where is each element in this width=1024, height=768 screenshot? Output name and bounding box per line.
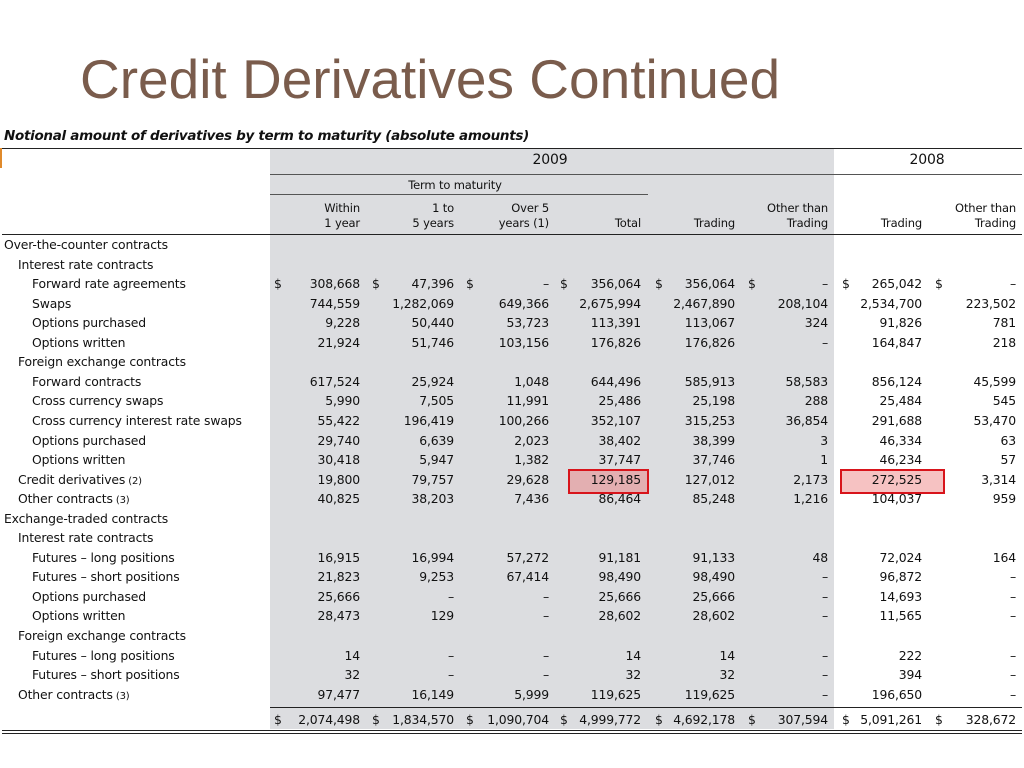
table-cell: 1,382 xyxy=(514,452,549,468)
table-cell: 129 xyxy=(430,608,454,624)
column-header-line1: Other than xyxy=(767,201,828,215)
row-label: Options written xyxy=(32,334,126,350)
table-cell: 5,947 xyxy=(419,452,454,468)
table-cell: 14 xyxy=(344,647,360,663)
row-label: Other contracts (3) xyxy=(18,686,130,702)
table-cell: 57 xyxy=(1000,452,1016,468)
total-cell: 4,692,178 xyxy=(673,712,735,727)
table-cell: 91,133 xyxy=(692,549,735,565)
table-cell: 291,688 xyxy=(871,412,922,428)
column-header-line2: 1 year xyxy=(324,216,360,230)
table-cell: 91,181 xyxy=(598,549,641,565)
table-cell: 48 xyxy=(812,549,828,565)
row-label: Cross currency swaps xyxy=(32,393,164,409)
table-cell: 51,746 xyxy=(411,334,454,350)
table-cell: – xyxy=(1009,276,1016,292)
row-label: Options purchased xyxy=(32,588,146,604)
table-cell: 16,994 xyxy=(411,549,454,565)
table-cell: 21,823 xyxy=(317,569,360,585)
table-cell: 46,234 xyxy=(879,452,922,468)
table-cell: 129,185 xyxy=(590,471,641,487)
row-label: Options purchased xyxy=(32,315,146,331)
table-cell: 14 xyxy=(625,647,641,663)
table-cell: 38,402 xyxy=(598,432,641,448)
table-caption: Notional amount of derivatives by term to maturity (absolute amounts) xyxy=(4,128,529,144)
table-cell: 781 xyxy=(992,315,1016,331)
table-cell: 356,064 xyxy=(684,276,735,292)
table-cell: – xyxy=(821,334,828,350)
total-cell: 5,091,261 xyxy=(860,712,922,727)
table-cell: – xyxy=(542,667,549,683)
row-label: Other contracts (3) xyxy=(18,491,130,507)
row-label: Interest rate contracts xyxy=(18,530,154,546)
table-cell: 38,399 xyxy=(692,432,735,448)
row-label: Futures – short positions xyxy=(32,667,180,683)
table-cell: – xyxy=(447,667,454,683)
table-cell: 11,565 xyxy=(879,608,922,624)
total-cell: 1,834,570 xyxy=(392,712,454,727)
table-cell: 103,156 xyxy=(498,334,549,350)
table-cell: 29,740 xyxy=(317,432,360,448)
table-cell: 28,473 xyxy=(317,608,360,624)
table-cell: 3,314 xyxy=(981,471,1016,487)
table-cell: – xyxy=(821,686,828,702)
table-cell: – xyxy=(821,667,828,683)
row-label: Over-the-counter contracts xyxy=(4,237,168,252)
table-cell: 208,104 xyxy=(777,295,828,311)
table-cell: 28,602 xyxy=(598,608,641,624)
table-cell: – xyxy=(1009,608,1016,624)
table-cell: – xyxy=(542,588,549,604)
table-cell: 32 xyxy=(719,667,735,683)
table-cell: 959 xyxy=(992,491,1016,507)
currency-symbol: $ xyxy=(748,276,756,292)
table-cell: 16,149 xyxy=(411,686,454,702)
row-label: Options written xyxy=(32,452,126,468)
table-cell: 55,422 xyxy=(317,412,360,428)
currency-symbol: $ xyxy=(372,712,380,727)
table-cell: 25,924 xyxy=(411,373,454,389)
column-header-line2: Trading xyxy=(786,216,828,230)
table-cell: 46,334 xyxy=(879,432,922,448)
table-cell: – xyxy=(821,569,828,585)
table-cell: 272,525 xyxy=(871,471,922,487)
table-cell: 176,826 xyxy=(590,334,641,350)
table-cell: 5,999 xyxy=(514,686,549,702)
table-cell: 98,490 xyxy=(598,569,641,585)
table-cell: 79,757 xyxy=(411,471,454,487)
table-cell: – xyxy=(542,647,549,663)
table-cell: 356,064 xyxy=(590,276,641,292)
column-header-line2: Trading xyxy=(974,216,1016,230)
year-2009-label: 2009 xyxy=(532,152,568,168)
total-cell: 4,999,772 xyxy=(579,712,641,727)
table-cell: – xyxy=(542,276,549,292)
column-header-line1: Over 5 xyxy=(511,201,549,215)
rule-term xyxy=(270,194,648,195)
row-label: Credit derivatives (2) xyxy=(18,471,142,487)
table-cell: 265,042 xyxy=(871,276,922,292)
table-cell: 2,467,890 xyxy=(673,295,735,311)
footnote-ref: (3) xyxy=(112,495,130,507)
table-cell: 53,470 xyxy=(973,412,1016,428)
table-cell: 223,502 xyxy=(965,295,1016,311)
table-cell: – xyxy=(821,608,828,624)
table-cell: 617,524 xyxy=(309,373,360,389)
table-cell: 25,666 xyxy=(317,588,360,604)
term-to-maturity-label: Term to maturity xyxy=(408,178,502,192)
row-label: Cross currency interest rate swaps xyxy=(32,412,242,428)
row-label: Foreign exchange contracts xyxy=(18,354,186,370)
table-cell: 218 xyxy=(992,334,1016,350)
currency-symbol: $ xyxy=(274,712,282,727)
currency-symbol: $ xyxy=(560,712,568,727)
table-cell: 14,693 xyxy=(879,588,922,604)
table-cell: 644,496 xyxy=(590,373,641,389)
column-header-line2: Total xyxy=(614,216,641,230)
table-cell: 119,625 xyxy=(590,686,641,702)
column-header-line1: Other than xyxy=(955,201,1016,215)
rule-total-bottom-2 xyxy=(2,733,1022,734)
footnote-ref: (3) xyxy=(112,690,130,702)
rule-year xyxy=(270,174,1022,175)
slide-title: Credit Derivatives Continued xyxy=(80,48,781,110)
currency-symbol: $ xyxy=(935,712,943,727)
row-label: Forward rate agreements xyxy=(32,276,186,292)
table-cell: 37,747 xyxy=(598,452,641,468)
row-label: Options purchased xyxy=(32,432,146,448)
table-cell: 196,650 xyxy=(871,686,922,702)
table-cell: 1 xyxy=(820,452,828,468)
column-header-line1: Within xyxy=(324,201,360,215)
table-cell: 9,228 xyxy=(325,315,360,331)
table-cell: 57,272 xyxy=(506,549,549,565)
currency-symbol: $ xyxy=(466,712,474,727)
table-cell: 30,418 xyxy=(317,452,360,468)
row-label: Futures – short positions xyxy=(32,569,180,585)
table-cell: 176,826 xyxy=(684,334,735,350)
row-label: Futures – long positions xyxy=(32,647,175,663)
column-header-line1: 1 to xyxy=(432,201,454,215)
table-cell: 100,266 xyxy=(498,412,549,428)
table-cell: 36,854 xyxy=(785,412,828,428)
table-cell: 98,490 xyxy=(692,569,735,585)
table-cell: 63 xyxy=(1000,432,1016,448)
table-cell: 744,559 xyxy=(309,295,360,311)
table-cell: 1,216 xyxy=(793,491,828,507)
row-label: Foreign exchange contracts xyxy=(18,628,186,643)
table-cell: 25,666 xyxy=(598,588,641,604)
table-cell: 16,915 xyxy=(317,549,360,565)
currency-symbol: $ xyxy=(655,276,663,292)
footnote-ref: (2) xyxy=(125,475,142,487)
table-cell: 21,924 xyxy=(317,334,360,350)
total-cell: 2,074,498 xyxy=(298,712,360,727)
table-cell: 40,825 xyxy=(317,491,360,507)
row-label: Exchange-traded contracts xyxy=(4,510,169,526)
table-cell: 104,037 xyxy=(871,491,922,507)
table-cell: 856,124 xyxy=(871,373,922,389)
table-cell: 19,800 xyxy=(317,471,360,487)
table-cell: 28,602 xyxy=(692,608,735,624)
table-cell: 308,668 xyxy=(309,276,360,292)
currency-symbol: $ xyxy=(655,712,663,727)
table-cell: – xyxy=(1009,686,1016,702)
table-cell: 164 xyxy=(992,549,1016,565)
table-cell: 585,913 xyxy=(684,373,735,389)
table-cell: 222 xyxy=(898,647,922,663)
accent-mark xyxy=(0,148,2,168)
table-cell: 2,534,700 xyxy=(860,295,922,311)
table-cell: 72,024 xyxy=(879,549,922,565)
table-cell: 3 xyxy=(820,432,828,448)
table-cell: 37,746 xyxy=(692,452,735,468)
currency-symbol: $ xyxy=(274,276,282,292)
currency-symbol: $ xyxy=(372,276,380,292)
table-cell: 164,847 xyxy=(871,334,922,350)
row-label: Swaps xyxy=(32,295,72,311)
table-cell: 91,826 xyxy=(879,315,922,331)
table-cell: 196,419 xyxy=(403,412,454,428)
table-cell: 97,477 xyxy=(317,686,360,702)
table-cell: – xyxy=(821,588,828,604)
row-label: Forward contracts xyxy=(32,373,142,389)
table-cell: 9,253 xyxy=(419,569,454,585)
table-cell: 11,991 xyxy=(506,393,549,409)
table-cell: 2,675,994 xyxy=(579,295,641,311)
table-cell: – xyxy=(1009,647,1016,663)
rule-top xyxy=(2,148,1022,149)
column-header-line2: Trading xyxy=(693,216,735,230)
currency-symbol: $ xyxy=(842,712,850,727)
table-cell: – xyxy=(821,276,828,292)
table-cell: 32 xyxy=(344,667,360,683)
table-cell: 25,484 xyxy=(879,393,922,409)
year-2008-label: 2008 xyxy=(909,152,945,168)
table-cell: 25,666 xyxy=(692,588,735,604)
table-cell: – xyxy=(447,647,454,663)
column-header-line2: 5 years xyxy=(412,216,454,230)
table-cell: 394 xyxy=(898,667,922,683)
currency-symbol: $ xyxy=(842,276,850,292)
table-cell: 14 xyxy=(719,647,735,663)
table-cell: 67,414 xyxy=(506,569,549,585)
table-cell: 2,023 xyxy=(514,432,549,448)
rule-total-top xyxy=(270,707,1022,708)
table-cell: 352,107 xyxy=(590,412,641,428)
table-cell: 545 xyxy=(992,393,1016,409)
table-cell: 29,628 xyxy=(506,471,549,487)
table-cell: 96,872 xyxy=(879,569,922,585)
table-cell: 32 xyxy=(625,667,641,683)
table-cell: 86,464 xyxy=(598,491,641,507)
table-cell: – xyxy=(542,608,549,624)
column-header-line2: years (1) xyxy=(498,216,549,230)
table-cell: – xyxy=(821,647,828,663)
row-label: Options written xyxy=(32,608,126,624)
table-cell: 85,248 xyxy=(692,491,735,507)
rule-header-bottom xyxy=(2,234,1022,235)
row-label: Interest rate contracts xyxy=(18,256,154,272)
table-cell: – xyxy=(1009,569,1016,585)
table-cell: 113,391 xyxy=(590,315,641,331)
table-cell: 324 xyxy=(804,315,828,331)
table-cell: 1,048 xyxy=(514,373,549,389)
table-cell: 58,583 xyxy=(785,373,828,389)
table-cell: 53,723 xyxy=(506,315,549,331)
table-cell: 127,012 xyxy=(684,471,735,487)
table-cell: 315,253 xyxy=(684,412,735,428)
table-cell: 649,366 xyxy=(498,295,549,311)
table-cell: 119,625 xyxy=(684,686,735,702)
table-cell: 6,639 xyxy=(419,432,454,448)
table-cell: – xyxy=(1009,667,1016,683)
currency-symbol: $ xyxy=(935,276,943,292)
currency-symbol: $ xyxy=(748,712,756,727)
total-cell: 307,594 xyxy=(777,712,828,727)
table-cell: 7,436 xyxy=(514,491,549,507)
table-cell: 45,599 xyxy=(973,373,1016,389)
table-cell: 2,173 xyxy=(793,471,828,487)
currency-symbol: $ xyxy=(560,276,568,292)
table-cell: 50,440 xyxy=(411,315,454,331)
total-cell: 1,090,704 xyxy=(487,712,549,727)
total-cell: 328,672 xyxy=(965,712,1016,727)
table-cell: 38,203 xyxy=(411,491,454,507)
table-cell: – xyxy=(447,588,454,604)
table-cell: 1,282,069 xyxy=(392,295,454,311)
table-cell: 25,198 xyxy=(692,393,735,409)
rule-total-bottom-1 xyxy=(2,730,1022,731)
table-cell: 113,067 xyxy=(684,315,735,331)
currency-symbol: $ xyxy=(466,276,474,292)
table-cell: 5,990 xyxy=(325,393,360,409)
row-label: Futures – long positions xyxy=(32,549,175,565)
table-cell: 25,486 xyxy=(598,393,641,409)
table-cell: – xyxy=(1009,588,1016,604)
table-cell: 7,505 xyxy=(419,393,454,409)
column-header-line2: Trading xyxy=(880,216,922,230)
table-cell: 288 xyxy=(804,393,828,409)
table-cell: 47,396 xyxy=(411,276,454,292)
